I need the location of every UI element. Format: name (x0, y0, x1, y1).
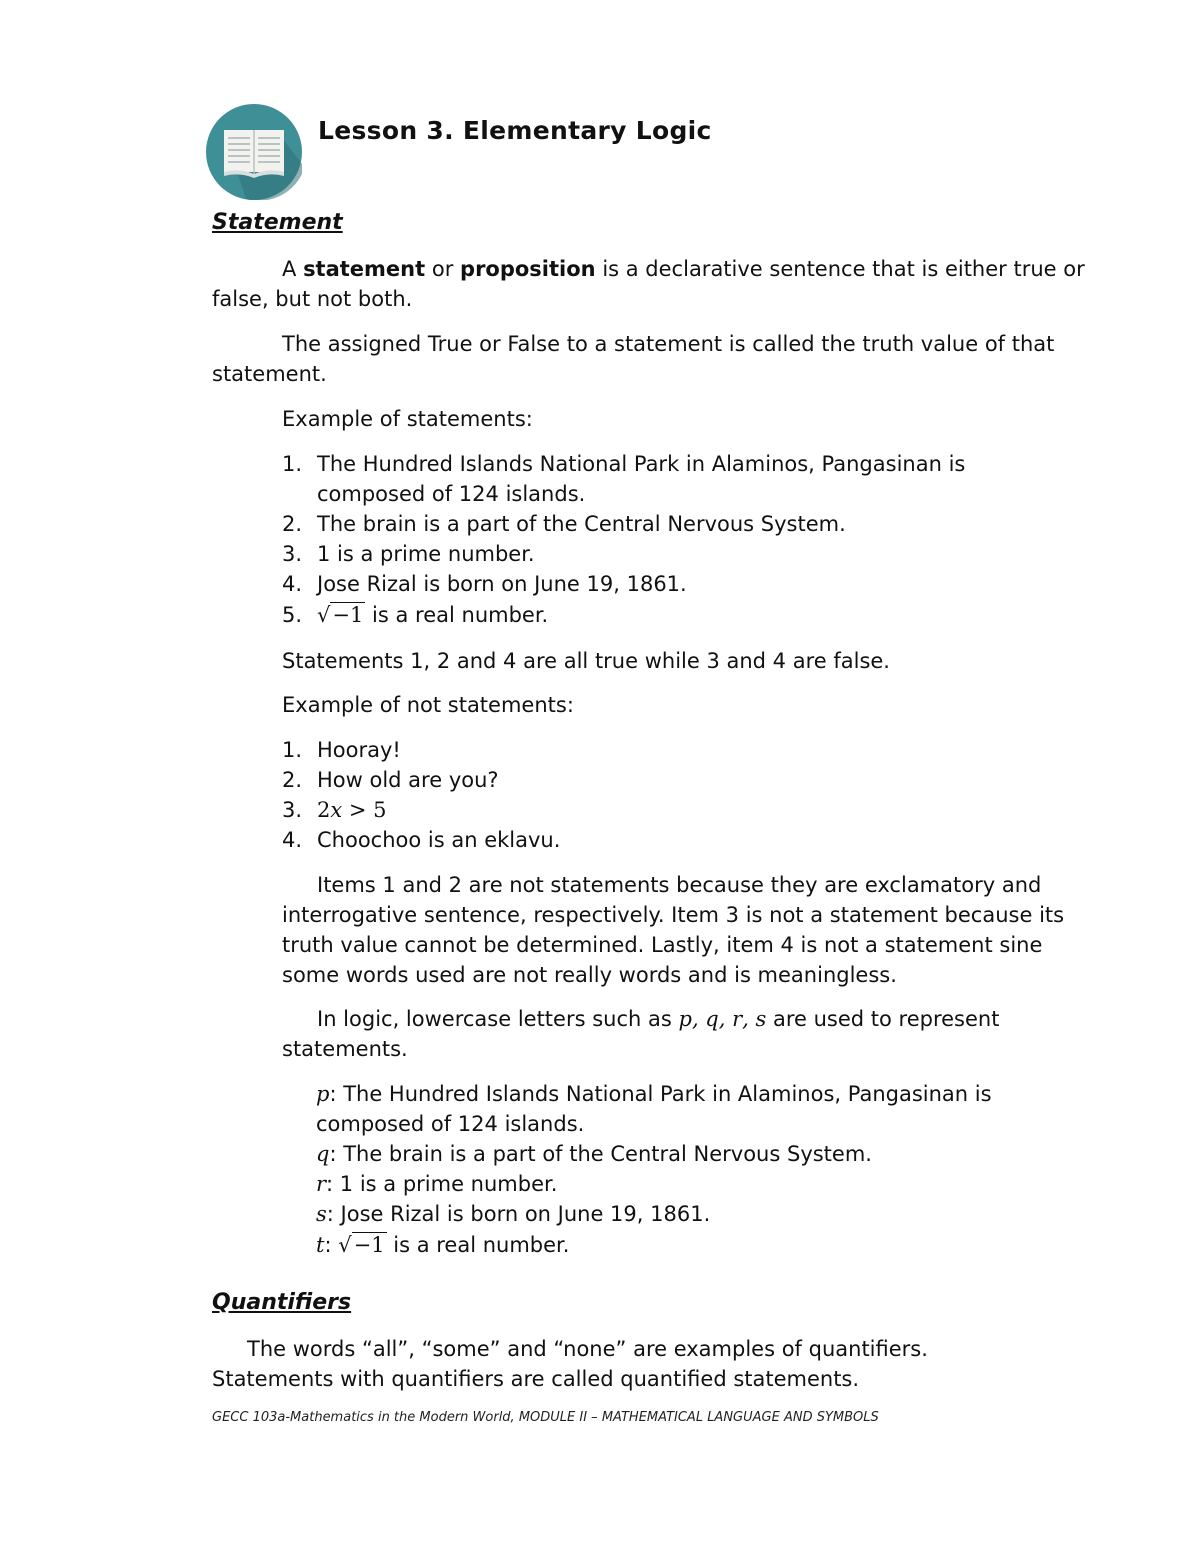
not-statements-list (282, 735, 982, 855)
statements-list (282, 449, 1002, 632)
statement-heading: Statement (212, 210, 343, 235)
page-footer: GECC 103a-Mathematics in the Modern World, MODULE II – MATHEMATICAL LANGUAGE AND SYMBOLS (212, 1410, 879, 1425)
list-item: 2. How old are you? (282, 768, 499, 792)
quantifiers-paragraph: The words “all”, “some” and “none” are examples of quantifiers. Statements with quantifiers are called quantified statements. (212, 1337, 928, 1391)
items-explanation: Items 1 and 2 are not statements because they are exclamatory and interrogative sentence, respectively. Item 3 is not a statement because its truth value cannot be determined. Lastly, item 4 is not a statement sine some words used are not really words and is meaningless. (282, 873, 1065, 987)
list-item: 1. Hooray! (282, 738, 401, 762)
variable-row: 𝑞: The brain is a part of the Central Nervous System. (316, 1142, 872, 1166)
list-item: 3. 1 is a prime number. (282, 542, 535, 566)
variable-assignments (316, 1079, 1036, 1262)
variable-row: 𝑟: 1 is a prime number. (316, 1172, 558, 1196)
not-examples-heading: Example of not statements: (282, 693, 574, 717)
variable-row: 𝑝: The Hundred Islands National Park in Alaminos, Pangasinan is composed of 124 islands. (316, 1082, 992, 1136)
truth-value-paragraph: The assigned True or False to a statement is called the truth value of that statement. (212, 332, 1055, 386)
variable-row: 𝑠: Jose Rizal is born on June 19, 1861. (316, 1202, 711, 1226)
statement-definition: A statement or proposition is a declarative sentence that is either true or false, but not both. (212, 257, 1085, 311)
logic-letters-paragraph: In logic, lowercase letters such as 𝑝, 𝑞, 𝑟, 𝑠 are used to represent statements. (282, 1007, 1000, 1061)
list-item: 1. The Hundred Islands National Park in Alaminos, Pangasinan is composed of 124 islands. (282, 452, 966, 506)
logic-variables: 𝑝, 𝑞, 𝑟, 𝑠 (678, 1007, 767, 1031)
lesson-title: Lesson 3. Elementary Logic (318, 116, 712, 145)
list-item: 4. Jose Rizal is born on June 19, 1861. (282, 572, 687, 596)
term-statement: statement (303, 257, 426, 281)
list-item: 3. 2𝑥 > 5 (282, 798, 387, 822)
quantifiers-heading: Quantifiers (212, 1290, 352, 1315)
sqrt-symbol: √−1 (317, 603, 364, 627)
examples-heading: Example of statements: (282, 407, 533, 431)
list-item: 4. Choochoo is an eklavu. (282, 828, 561, 852)
sqrt-symbol: √−1 (338, 1233, 385, 1257)
variable-row: 𝑡: √−1 is a real number. (316, 1229, 1036, 1262)
list-item: 5. √−1 is a real number. (282, 599, 1002, 632)
statements-summary: Statements 1, 2 and 4 are all true while 3 and 4 are false. (282, 649, 890, 673)
term-proposition: proposition (460, 257, 596, 281)
list-item: 2. The brain is a part of the Central Nervous System. (282, 512, 846, 536)
open-book-icon (206, 104, 302, 200)
